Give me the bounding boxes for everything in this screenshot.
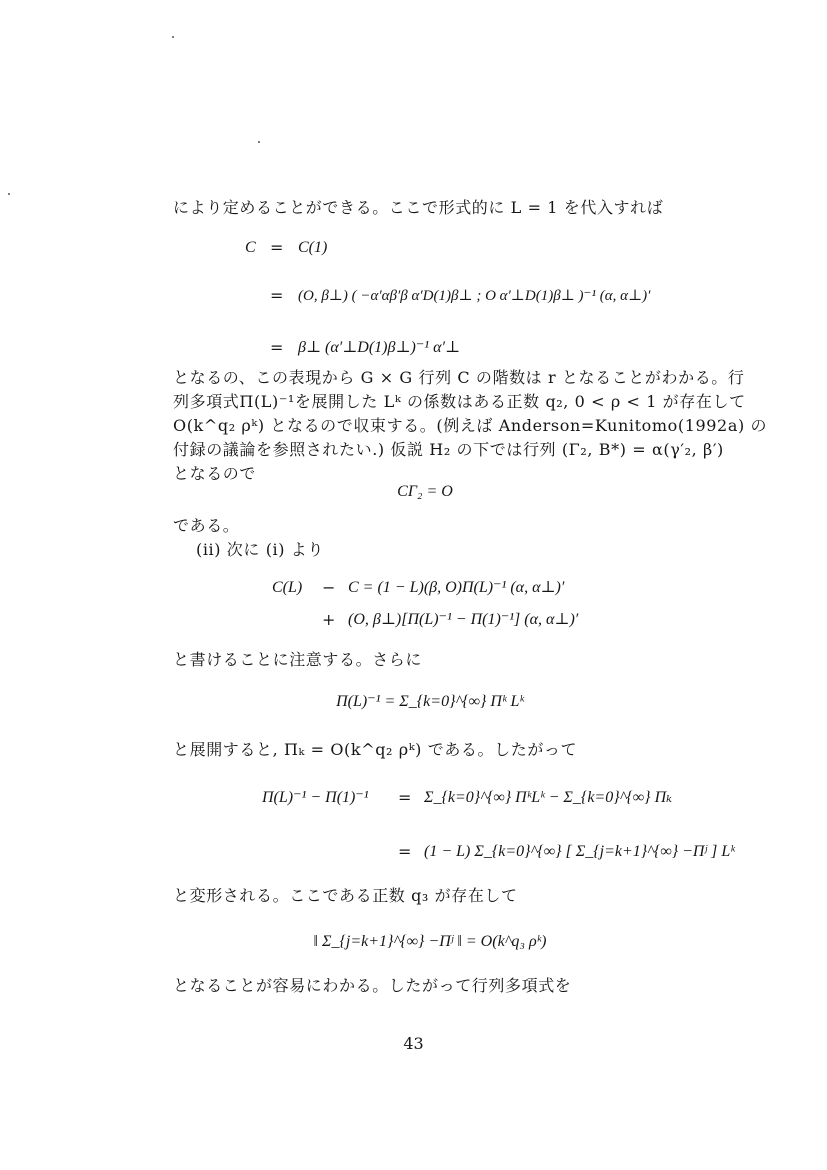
- eq5-row1-rhs: Σ_{k=0}^{∞} ΠᵏLᵏ − Σ_{k=0}^{∞} Πₖ: [424, 789, 672, 806]
- eq3-row2-rhs: (O, β⊥)[Π(L)⁻¹ − Π(1)⁻¹] (α, α⊥)′: [348, 611, 579, 628]
- equation-4: Π(L)⁻¹ = Σ_{k=0}^{∞} Πᵏ Lᵏ: [336, 693, 524, 710]
- eq3-row1-op: −: [322, 578, 336, 597]
- page-number: 43: [403, 1034, 424, 1053]
- eq1-row2-op: =: [270, 286, 284, 305]
- scan-speck: [258, 141, 260, 143]
- eq1-row1-rhs: C(1): [298, 239, 328, 256]
- eq1-row2-rhs: (O, β⊥) ( −α′αβ′β α′D(1)β⊥ ; O α′⊥D(1)β⊥ )⁻¹ (α, α⊥)′: [298, 288, 651, 304]
- eq1-row1-op: =: [270, 238, 284, 257]
- eq1-row3-op: =: [270, 338, 284, 357]
- eq3-row2-op: +: [322, 610, 336, 629]
- paragraph-7: と変形される。ここである正数 q₃ が存在して: [173, 886, 518, 905]
- paragraph-2-line-4: 付録の議論を参照されたい.) 仮説 H₂ の下では行列 (Γ₂, B*) = α(γ′₂, β′): [173, 440, 724, 459]
- paragraph-2-line-2: 列多項式Π(L)⁻¹を展開した Lᵏ の係数はある正数 q₂, 0 < ρ < 1 が存在して: [173, 392, 746, 411]
- eq5-row1-op: =: [398, 788, 412, 807]
- paragraph-6: と展開すると, Πₖ = O(k^q₂ ρᵏ) である。したがって: [173, 740, 578, 759]
- paragraph-2-line-3: O(k^q₂ ρᵏ) となるので収束する。(例えば Anderson=Kunitomo(1992a) の: [173, 416, 768, 435]
- paragraph-3: である。: [173, 516, 240, 535]
- paragraph-4: (ii) 次に (i) より: [196, 540, 324, 559]
- eq5-row2-op: =: [398, 842, 412, 861]
- eq3-row1-lhs: C(L): [272, 579, 303, 596]
- paragraph-5: と書けることに注意する。さらに: [173, 650, 423, 669]
- paragraph-2-line-5: となるので: [173, 464, 257, 483]
- paragraph-2-line-1: となるの、この表現から G × G 行列 C の階数は r となることがわかる。行: [173, 368, 745, 387]
- equation-6: ‖ Σ_{j=k+1}^{∞} −Πʲ ‖ = O(k^q₃ ρᵏ): [313, 933, 547, 950]
- eq5-row2-rhs: (1 − L) Σ_{k=0}^{∞} [ Σ_{j=k+1}^{∞} −Πʲ ] Lᵏ: [424, 843, 735, 860]
- equation-2: CΓ₂ = O: [397, 483, 453, 500]
- eq5-row1-lhs: Π(L)⁻¹ − Π(1)⁻¹: [262, 789, 369, 806]
- paragraph-8: となることが容易にわかる。したがって行列多項式を: [173, 976, 572, 995]
- scan-speck: [172, 36, 174, 38]
- paragraph-1: により定めることができる。ここで形式的に L = 1 を代入すれば: [173, 198, 664, 217]
- eq3-row1-rhs: C = (1 − L)(β, O)Π(L)⁻¹ (α, α⊥)′: [348, 579, 565, 596]
- eq1-row3-rhs: β⊥ (α′⊥D(1)β⊥)⁻¹ α′⊥: [298, 339, 461, 356]
- scan-speck: [8, 193, 10, 195]
- eq1-row1-lhs: C: [245, 239, 256, 256]
